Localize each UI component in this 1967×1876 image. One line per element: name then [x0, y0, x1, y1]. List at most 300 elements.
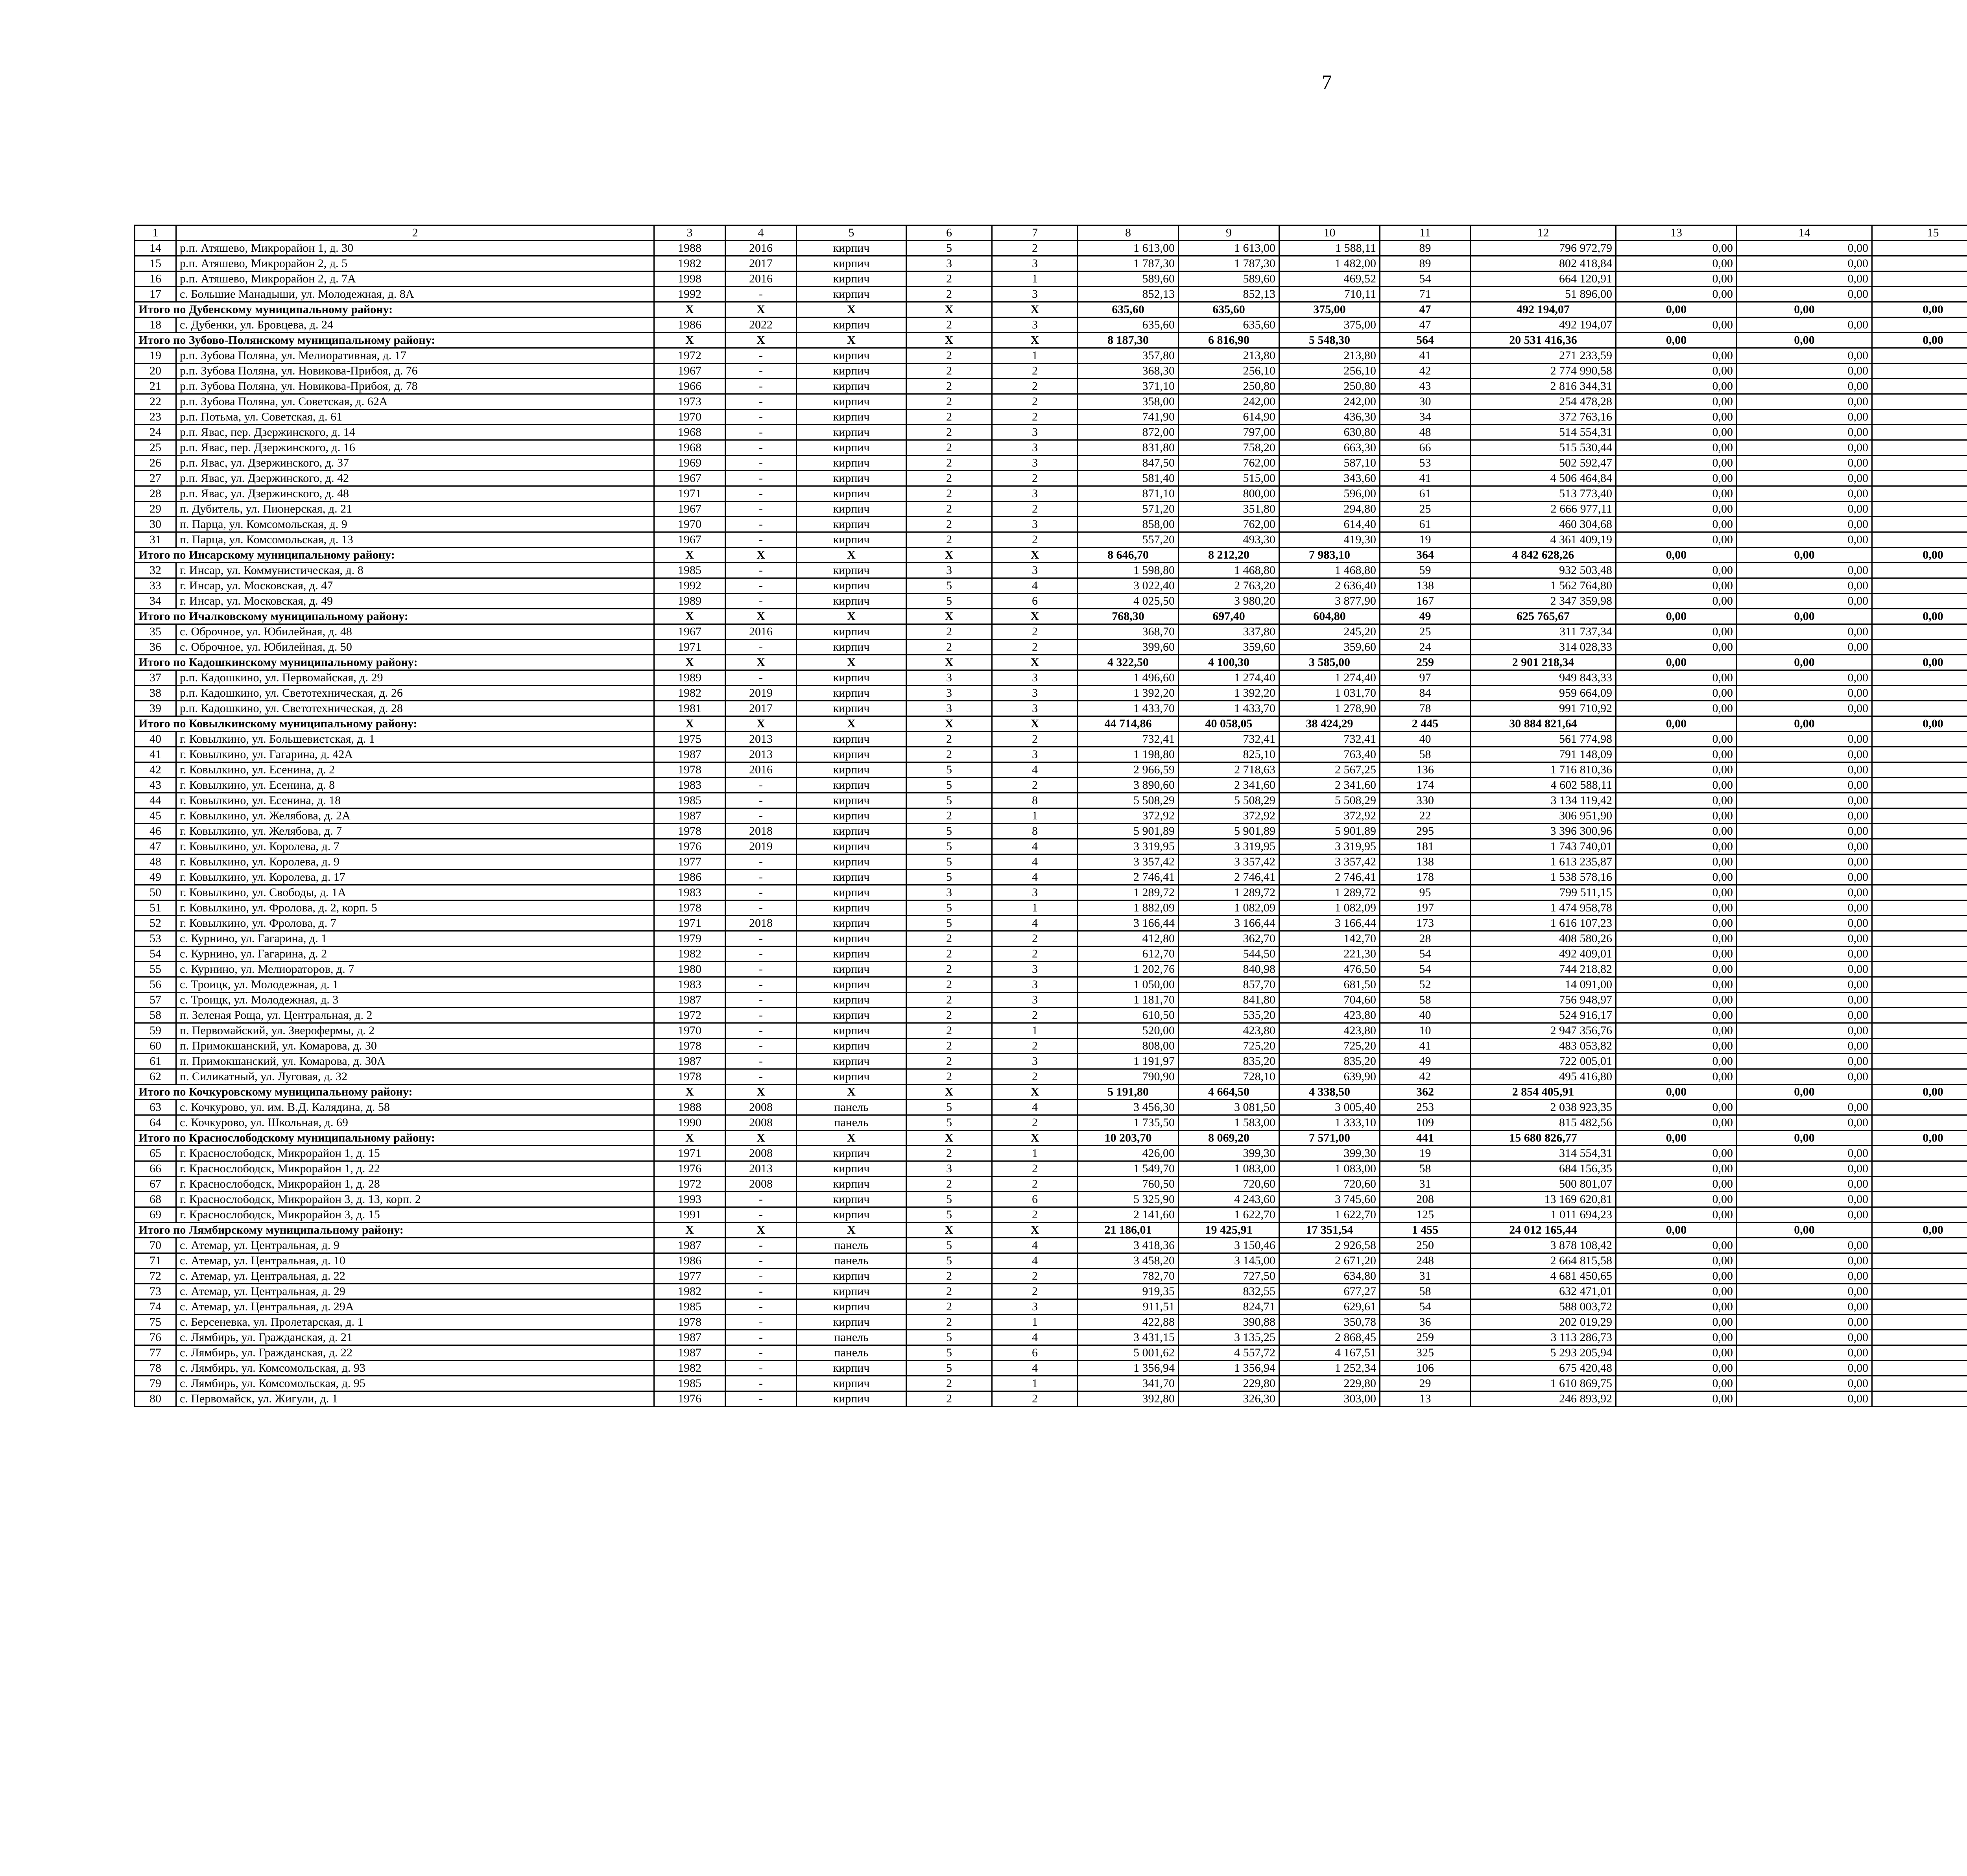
table-cell: 1986	[654, 317, 725, 333]
table-cell: 213,80	[1179, 348, 1279, 363]
table-cell: 762,00	[1179, 456, 1279, 471]
table-cell: 0,00	[1737, 317, 1872, 333]
table-cell: 271 233,59	[1471, 348, 1616, 363]
table-cell: 492 409,01	[1471, 946, 1616, 962]
table-cell: 1987	[654, 1345, 725, 1361]
table-cell	[1872, 348, 1967, 363]
table-cell	[1872, 670, 1967, 686]
table-cell: 612,70	[1078, 946, 1179, 962]
table-cell: 314 028,33	[1471, 640, 1616, 655]
table-cell: кирпич	[797, 348, 906, 363]
table-cell: 959 664,09	[1471, 686, 1616, 701]
table-cell: 0,00	[1737, 686, 1872, 701]
table-cell: 2	[906, 471, 992, 486]
table-cell: 51	[135, 900, 176, 916]
table-cell: -	[725, 885, 797, 900]
table-cell: 0,00	[1616, 287, 1737, 302]
table-cell: 49	[1380, 1054, 1471, 1069]
table-cell: 58	[1380, 992, 1471, 1008]
table-cell: 2	[992, 410, 1078, 425]
table-cell: 2	[906, 287, 992, 302]
table-row	[135, 594, 1967, 609]
table-cell: 1966	[654, 379, 725, 394]
district-total-row	[135, 1085, 1967, 1100]
table-cell: 60	[135, 1039, 176, 1054]
table-cell: 0,00	[1737, 1069, 1872, 1085]
table-cell: 29	[1380, 1376, 1471, 1391]
table-cell: 25	[1380, 624, 1471, 640]
table-cell: 2	[906, 363, 992, 379]
table-cell: 359,60	[1279, 640, 1380, 655]
table-cell: -	[725, 1192, 797, 1207]
table-cell: 2	[906, 502, 992, 517]
table-cell: 77	[135, 1345, 176, 1361]
table-cell: 42	[1380, 1069, 1471, 1085]
table-cell: 63	[135, 1100, 176, 1115]
table-cell: Х	[992, 609, 1078, 624]
table-cell: 0,00	[1737, 1207, 1872, 1223]
table-row	[135, 793, 1967, 808]
table-cell: 208	[1380, 1192, 1471, 1207]
table-cell: 1 622,70	[1179, 1207, 1279, 1223]
district-total-label: Итого по Инсарскому муниципальному району:	[135, 548, 654, 563]
table-cell: 0,00	[1737, 287, 1872, 302]
address-cell: г. Краснослободск, Микрорайон 3, д. 13, корп. 2	[176, 1192, 654, 1207]
table-row	[135, 1008, 1967, 1023]
table-cell: кирпич	[797, 977, 906, 992]
table-cell: 1	[992, 1023, 1078, 1039]
table-cell: -	[725, 1008, 797, 1023]
table-cell: Х	[992, 333, 1078, 348]
column-header: 9	[1179, 225, 1279, 241]
table-cell: 0,00	[1737, 839, 1872, 854]
table-cell: 0,00	[1872, 333, 1967, 348]
table-row	[135, 287, 1967, 302]
table-cell	[1872, 578, 1967, 594]
table-cell: 24 012 165,44	[1471, 1223, 1616, 1238]
page-number: 7	[1321, 71, 1332, 94]
table-cell: 423,80	[1279, 1023, 1380, 1039]
table-cell: 1 613,00	[1179, 241, 1279, 256]
address-cell: с. Лямбирь, ул. Гражданская, д. 22	[176, 1345, 654, 1361]
table-cell: 0,00	[1737, 1284, 1872, 1299]
table-cell	[1872, 1054, 1967, 1069]
table-cell	[1872, 1115, 1967, 1131]
table-cell: 54	[135, 946, 176, 962]
table-cell: 351,80	[1179, 502, 1279, 517]
table-cell	[1872, 317, 1967, 333]
table-cell: 2019	[725, 686, 797, 701]
table-cell: 1	[992, 1146, 1078, 1161]
table-cell: кирпич	[797, 1269, 906, 1284]
table-cell: 0,00	[1737, 946, 1872, 962]
table-row	[135, 686, 1967, 701]
table-cell: 588 003,72	[1471, 1299, 1616, 1315]
table-cell: 256,10	[1179, 363, 1279, 379]
table-cell: кирпич	[797, 732, 906, 747]
district-total-row	[135, 1223, 1967, 1238]
table-cell: 1987	[654, 808, 725, 824]
table-cell: 0,00	[1737, 333, 1872, 348]
table-row	[135, 1161, 1967, 1177]
table-cell: 722 005,01	[1471, 1054, 1616, 1069]
table-cell: 2018	[725, 824, 797, 839]
table-cell: 3	[992, 670, 1078, 686]
table-cell	[1872, 992, 1967, 1008]
table-cell: 1970	[654, 1023, 725, 1039]
table-cell: -	[725, 578, 797, 594]
table-cell: кирпич	[797, 824, 906, 839]
table-cell: 2	[906, 640, 992, 655]
table-cell: кирпич	[797, 379, 906, 394]
table-cell	[1872, 1100, 1967, 1115]
table-cell: 768,30	[1078, 609, 1179, 624]
table-cell: 1980	[654, 962, 725, 977]
table-cell: 0,00	[1737, 977, 1872, 992]
table-cell: 0,00	[1737, 732, 1872, 747]
table-cell: 0,00	[1872, 1131, 1967, 1146]
table-cell: 202 019,29	[1471, 1315, 1616, 1330]
table-cell: 399,30	[1279, 1146, 1380, 1161]
address-cell: с. Лямбирь, ул. Комсомольская, д. 93	[176, 1361, 654, 1376]
table-cell: 2 347 359,98	[1471, 594, 1616, 609]
address-cell: г. Ковылкино, ул. Желябова, д. 2А	[176, 808, 654, 824]
table-cell: 0,00	[1872, 609, 1967, 624]
table-cell: 460 304,68	[1471, 517, 1616, 532]
table-cell: 337,80	[1179, 624, 1279, 640]
table-cell: 358,00	[1078, 394, 1179, 410]
table-cell: 371,10	[1078, 379, 1179, 394]
table-cell: Х	[992, 1131, 1078, 1146]
table-cell: 24	[135, 425, 176, 440]
table-cell: 1987	[654, 1054, 725, 1069]
table-cell: 1 289,72	[1078, 885, 1179, 900]
table-cell: кирпич	[797, 363, 906, 379]
table-cell: 22	[1380, 808, 1471, 824]
table-cell: 704,60	[1279, 992, 1380, 1008]
table-cell: 3	[992, 440, 1078, 456]
table-cell: 3 319,95	[1279, 839, 1380, 854]
table-cell: 2	[992, 946, 1078, 962]
table-cell: 2	[992, 931, 1078, 946]
table-row	[135, 1376, 1967, 1391]
table-cell: 832,55	[1179, 1284, 1279, 1299]
table-cell: 756 948,97	[1471, 992, 1616, 1008]
table-cell: 857,70	[1179, 977, 1279, 992]
table-cell: 629,61	[1279, 1299, 1380, 1315]
table-cell: 763,40	[1279, 747, 1380, 762]
table-cell: кирпич	[797, 256, 906, 271]
table-cell: Х	[797, 548, 906, 563]
table-cell: 1979	[654, 931, 725, 946]
table-cell: 3	[992, 1299, 1078, 1315]
table-cell: кирпич	[797, 486, 906, 502]
table-cell: 3	[906, 885, 992, 900]
table-cell: 5	[906, 793, 992, 808]
table-cell: 2	[906, 1039, 992, 1054]
table-cell: 5	[906, 1100, 992, 1115]
table-row	[135, 456, 1967, 471]
table-cell: 5	[906, 241, 992, 256]
table-cell: -	[725, 1299, 797, 1315]
table-cell: 0,00	[1737, 793, 1872, 808]
table-cell: 732,41	[1078, 732, 1179, 747]
table-cell: 49	[135, 870, 176, 885]
table-cell: 5	[906, 1192, 992, 1207]
table-cell: 21	[135, 379, 176, 394]
table-cell: 0,00	[1737, 1161, 1872, 1177]
table-cell: 21 186,01	[1078, 1223, 1179, 1238]
table-cell: 4 602 588,11	[1471, 778, 1616, 793]
table-row	[135, 486, 1967, 502]
table-cell: 0,00	[1737, 1376, 1872, 1391]
table-cell: -	[725, 502, 797, 517]
table-cell: 852,13	[1078, 287, 1179, 302]
table-cell: 1 031,70	[1279, 686, 1380, 701]
table-cell: 0,00	[1616, 471, 1737, 486]
table-cell: 2016	[725, 762, 797, 778]
table-row	[135, 946, 1967, 962]
table-cell: 2013	[725, 1161, 797, 1177]
table-cell: 1 583,00	[1179, 1115, 1279, 1131]
table-cell: 1 735,50	[1078, 1115, 1179, 1131]
address-cell: с. Большие Манадыши, ул. Молодежная, д. 8А	[176, 287, 654, 302]
table-cell: 372,92	[1179, 808, 1279, 824]
table-cell: 1972	[654, 348, 725, 363]
table-cell: 0,00	[1737, 1345, 1872, 1361]
table-row	[135, 962, 1967, 977]
table-cell: 2016	[725, 271, 797, 287]
table-cell: 0,00	[1737, 425, 1872, 440]
table-cell: 2 445	[1380, 716, 1471, 732]
table-cell: 0,00	[1616, 1391, 1737, 1407]
table-cell: 408 580,26	[1471, 931, 1616, 946]
table-cell: 3	[992, 425, 1078, 440]
table-cell: 1 613 235,87	[1471, 854, 1616, 870]
table-cell: 2	[906, 946, 992, 962]
table-cell: 1 289,72	[1279, 885, 1380, 900]
table-cell: 604,80	[1279, 609, 1380, 624]
table-cell: 72	[135, 1269, 176, 1284]
table-row	[135, 854, 1967, 870]
table-row	[135, 471, 1967, 486]
district-total-row	[135, 1131, 1967, 1146]
column-header: 6	[906, 225, 992, 241]
address-cell: р.п. Кадошкино, ул. Светотехническая, д. 26	[176, 686, 654, 701]
table-cell: 4	[992, 870, 1078, 885]
table-cell: 2017	[725, 701, 797, 716]
table-cell: 0,00	[1616, 379, 1737, 394]
table-cell: 732,41	[1279, 732, 1380, 747]
table-cell: 314 554,31	[1471, 1146, 1616, 1161]
table-cell: 492 194,07	[1471, 317, 1616, 333]
table-cell: 1983	[654, 778, 725, 793]
table-cell: 3	[992, 563, 1078, 578]
table-cell: 330	[1380, 793, 1471, 808]
table-cell: 5	[906, 1115, 992, 1131]
table-cell: 1 433,70	[1179, 701, 1279, 716]
table-cell: 831,80	[1078, 440, 1179, 456]
table-cell: 2	[906, 1391, 992, 1407]
table-cell: 782,70	[1078, 1269, 1179, 1284]
table-cell: 3	[906, 563, 992, 578]
table-cell: 0,00	[1616, 946, 1737, 962]
table-cell: 0,00	[1737, 609, 1872, 624]
table-cell: Х	[725, 655, 797, 670]
address-cell: г. Инсар, ул. Московская, д. 47	[176, 578, 654, 594]
table-cell: Х	[992, 1085, 1078, 1100]
table-cell: 840,98	[1179, 962, 1279, 977]
table-cell: -	[725, 793, 797, 808]
table-cell: 42	[135, 762, 176, 778]
table-row	[135, 977, 1967, 992]
table-cell: 1968	[654, 440, 725, 456]
table-cell: 2	[992, 1161, 1078, 1177]
table-cell: 1985	[654, 793, 725, 808]
table-cell: 2	[992, 1207, 1078, 1223]
table-cell: 0,00	[1737, 1361, 1872, 1376]
table-cell: кирпич	[797, 1008, 906, 1023]
table-cell: 2	[992, 1177, 1078, 1192]
table-cell: 142,70	[1279, 931, 1380, 946]
table-cell: 3	[992, 1054, 1078, 1069]
table-cell: 5 325,90	[1078, 1192, 1179, 1207]
table-cell: панель	[797, 1345, 906, 1361]
table-cell: 515 530,44	[1471, 440, 1616, 456]
table-cell: 245,20	[1279, 624, 1380, 640]
table-cell: 5 508,29	[1078, 793, 1179, 808]
table-cell: Х	[654, 655, 725, 670]
table-cell: 2 038 923,35	[1471, 1100, 1616, 1115]
table-cell: 1982	[654, 686, 725, 701]
table-cell: 0,00	[1872, 716, 1967, 732]
table-cell: кирпич	[797, 808, 906, 824]
table-cell: 412,80	[1078, 931, 1179, 946]
table-cell: 0,00	[1872, 548, 1967, 563]
table-cell: 799 511,15	[1471, 885, 1616, 900]
table-cell: 2	[906, 486, 992, 502]
column-header: 5	[797, 225, 906, 241]
table-cell: 3	[992, 701, 1078, 716]
table-cell: 34	[1380, 410, 1471, 425]
table-cell: 15 680 826,77	[1471, 1131, 1616, 1146]
table-cell: 0,00	[1737, 716, 1872, 732]
table-row	[135, 778, 1967, 793]
table-cell: 181	[1380, 839, 1471, 854]
table-cell: 70	[135, 1238, 176, 1253]
table-row	[135, 1069, 1967, 1085]
table-cell: 71	[135, 1253, 176, 1269]
table-cell: 1 198,80	[1078, 747, 1179, 762]
table-cell: 3	[992, 686, 1078, 701]
table-cell: 0,00	[1616, 1376, 1737, 1391]
table-cell: 34	[135, 594, 176, 609]
table-row	[135, 1345, 1967, 1361]
table-cell: кирпич	[797, 410, 906, 425]
table-row	[135, 870, 1967, 885]
table-cell: 52	[1380, 977, 1471, 992]
table-cell: -	[725, 778, 797, 793]
table-cell: Х	[725, 1131, 797, 1146]
address-cell: п. Примокшанский, ул. Комарова, д. 30А	[176, 1054, 654, 1069]
table-cell: 423,80	[1279, 1008, 1380, 1023]
table-cell: 544,50	[1179, 946, 1279, 962]
address-cell: г. Краснослободск, Микрорайон 1, д. 15	[176, 1146, 654, 1161]
table-cell: 0,00	[1616, 348, 1737, 363]
table-cell: 0,00	[1616, 302, 1737, 317]
table-cell: 5 508,29	[1279, 793, 1380, 808]
table-cell: 259	[1380, 1330, 1471, 1345]
table-row	[135, 839, 1967, 854]
table-cell: 1 538 578,16	[1471, 870, 1616, 885]
table-cell: 436,30	[1279, 410, 1380, 425]
table-cell: 2	[992, 1069, 1078, 1085]
table-cell: 0,00	[1616, 854, 1737, 870]
header-row	[135, 225, 1967, 241]
table-cell: 3 081,50	[1179, 1100, 1279, 1115]
table-cell: 4	[992, 578, 1078, 594]
table-cell: 571,20	[1078, 502, 1179, 517]
table-cell: 1 716 810,36	[1471, 762, 1616, 778]
table-cell: 47	[135, 839, 176, 854]
district-total-row	[135, 302, 1967, 317]
table-cell: 1978	[654, 762, 725, 778]
table-cell: 5	[906, 824, 992, 839]
address-cell: р.п. Явас, пер. Дзержинского, д. 16	[176, 440, 654, 456]
district-total-label: Итого по Кадошкинскому муниципальному району:	[135, 655, 654, 670]
table-cell: 14	[135, 241, 176, 256]
table-cell	[1872, 1376, 1967, 1391]
table-cell: 69	[135, 1207, 176, 1223]
table-cell: 2022	[725, 317, 797, 333]
table-cell: 949 843,33	[1471, 670, 1616, 686]
table-cell: кирпич	[797, 440, 906, 456]
table-cell: 0,00	[1737, 1177, 1872, 1192]
table-cell: Х	[797, 609, 906, 624]
table-cell: панель	[797, 1100, 906, 1115]
table-cell: -	[725, 517, 797, 532]
table-cell: -	[725, 854, 797, 870]
table-cell: 760,50	[1078, 1177, 1179, 1192]
table-row	[135, 1284, 1967, 1299]
address-cell: г. Ковылкино, ул. Королева, д. 7	[176, 839, 654, 854]
table-cell: 1 468,80	[1179, 563, 1279, 578]
table-cell	[1872, 1161, 1967, 1177]
address-cell: г. Ковылкино, ул. Есенина, д. 8	[176, 778, 654, 793]
column-header: 15	[1872, 225, 1967, 241]
table-cell: 1 274,40	[1179, 670, 1279, 686]
table-cell: 0,00	[1616, 1177, 1737, 1192]
table-cell: 2 966,59	[1078, 762, 1179, 778]
table-cell: 19	[1380, 1146, 1471, 1161]
table-cell: 0,00	[1616, 1253, 1737, 1269]
table-cell: 1 588,11	[1279, 241, 1380, 256]
table-cell: панель	[797, 1253, 906, 1269]
table-cell: 3 319,95	[1179, 839, 1279, 854]
table-cell: 45	[135, 808, 176, 824]
address-cell: п. Силикатный, ул. Луговая, д. 32	[176, 1069, 654, 1085]
table-cell: 3	[992, 747, 1078, 762]
column-header: 13	[1616, 225, 1737, 241]
table-cell: Х	[725, 609, 797, 624]
table-cell	[1872, 747, 1967, 762]
table-cell: Х	[797, 333, 906, 348]
table-cell: 0,00	[1737, 394, 1872, 410]
table-cell: 399,30	[1179, 1146, 1279, 1161]
table-cell: 808,00	[1078, 1039, 1179, 1054]
table-cell: 0,00	[1616, 1207, 1737, 1223]
table-cell: 2	[992, 1115, 1078, 1131]
